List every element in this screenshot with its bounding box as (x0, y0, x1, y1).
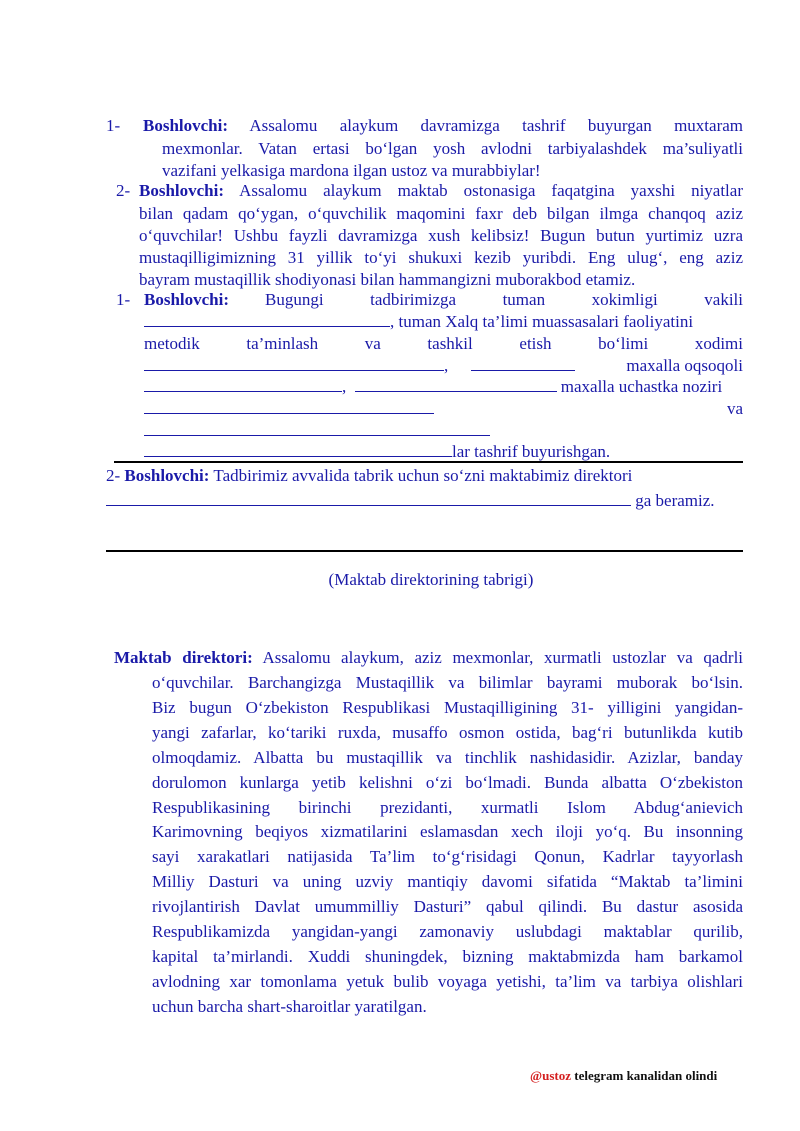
center-note: (Maktab direktorining tabrigi) (328, 570, 534, 589)
speaker-label: Boshlovchi: (144, 290, 230, 309)
comma: , (444, 356, 449, 375)
block-1-line-2: mexmonlar. Vatan ertasi bo‘lgan yosh avlodni tarbiyalashdek ma’suliyatli (162, 139, 743, 158)
block-1-line-1 (143, 116, 743, 136)
footer-text: telegram kanalidan olindi (570, 1068, 718, 1083)
block-2-line-4: mustaqilligimizning 31 yillik to‘yi shukuxi kezib yuribdi. Eng ulug‘, eng aziz (139, 248, 743, 267)
item-number: 2- (106, 466, 121, 485)
block-2-line-3: o‘quvchilar! Ushbu fayzli davramizga xush kelibsiz! Bugun butun yurtimiz uzra (139, 226, 743, 245)
director-line: Biz bugun O‘zbekiston Respublikasi Mustaqilligining 31- yilligini yangidan- (152, 698, 743, 717)
paragraph-text: Assalomu alaykum, aziz mexmonlar, xurmatli ustozlar va qadrli (262, 648, 744, 667)
director-first-line (114, 648, 743, 668)
fill-blank (144, 442, 452, 457)
director-line: olmoqdamiz. Albatta bu mustaqillik va tinchlik nashidasidir. Azizlar, banday (152, 748, 743, 767)
item-number: 2- (116, 181, 131, 200)
block-3-line-2 (144, 312, 693, 332)
block-3-line-4 (144, 356, 743, 376)
item-number: 1- (116, 290, 131, 309)
fill-blank (144, 312, 390, 327)
block-1-line-3: vazifani yelkasiga mardona ilgan ustoz va murabbiylar! (162, 161, 541, 180)
divider-line (106, 550, 743, 552)
paragraph-text: lar tashrif buyurishgan. (452, 442, 611, 461)
director-line: avlodning xar tomonlama yetuk bulib voyaga yetishi, ta’lim va tarbiya olishlari (152, 972, 743, 991)
fill-blank (106, 491, 631, 506)
block-2-line-5: bayram mustaqillik shodiyonasi bilan hammangizni muborakbod etamiz. (139, 270, 636, 289)
paragraph-text: Assalomu alaykum maktab ostonasiga faqatgina yaxshi niyatlar (239, 181, 743, 200)
speaker-label: Boshlovchi: (124, 466, 210, 485)
fill-blank (144, 421, 490, 436)
paragraph-text: , tuman Xalq ta’limi muassasalari faoliyatini (390, 312, 694, 331)
fill-blank (355, 377, 557, 392)
divider-line (114, 461, 743, 463)
director-line: Respublikasining birinchi prezidanti, xurmatli Islom Abdug‘anievich (152, 798, 743, 817)
block-2-line-1 (139, 181, 743, 201)
block-3-line-1 (144, 290, 743, 310)
director-line: Milliy Dasturi va uning uzviy mantiqiy davomi sifatida “Maktab ta’limini (152, 872, 743, 891)
block-4-line-2 (106, 491, 715, 511)
block-2-line-2: bilan qadam qo‘ygan, o‘quvchilik maqomini faxr deb bilgan ilmga chanqoq aziz (139, 204, 743, 223)
block-3-line-1-text: Bugungi tadbirimizga tuman xokimligi vakili (265, 290, 743, 309)
block-3-line-8 (144, 442, 610, 462)
paragraph-text: va (726, 399, 743, 418)
fill-blank (144, 377, 342, 392)
director-line: sayi xarakatlari natijasida Ta’lim to‘g‘risidagi Qonun, Kadrlar tayyorlash (152, 847, 743, 866)
telegram-handle[interactable]: @ustoz (530, 1068, 571, 1083)
director-line: dorulomon kunlarga yetib kelishni o‘zi bo‘lmadi. Bunda albatta O‘zbekiston (152, 773, 743, 792)
fill-blank (144, 399, 434, 414)
paragraph-text: ga beramiz. (635, 491, 715, 510)
speaker-label: Boshlovchi: (143, 116, 229, 135)
block-3-line-6 (144, 399, 743, 419)
director-line: kapital ta’mirlandi. Xuddi shuningdek, bizning maktabmizda ham barkamol (152, 947, 743, 966)
paragraph-text: maxalla uchastka noziri (560, 377, 723, 396)
footer-credit (530, 1068, 717, 1084)
director-last-line: uchun barcha shart-sharoitlar yaratilgan. (152, 997, 427, 1016)
block-4-line-1 (106, 466, 632, 486)
speaker-label: Boshlovchi: (139, 181, 225, 200)
paragraph-text: Assalomu alaykum davramizga tashrif buyurgan muxtaram (249, 116, 744, 135)
director-line: rivojlantirish Davlat umummilliy Dasturi” qabul qilindi. Bu dastur asosida (152, 897, 743, 916)
director-line: o‘quvchilar. Barchangizga Mustaqillik va bilimlar bayrami muborak bo‘lsin. (152, 673, 743, 692)
director-line: Respublikamizda yangidan-yangi zamonaviy uslubdagi maktablar qurilib, (152, 922, 743, 941)
fill-blank (144, 356, 444, 371)
paragraph-text: Tadbirimiz avvalida tabrik uchun so‘zni maktabimiz direktori (213, 466, 633, 485)
director-line: Karimovning beqiyos xizmatilarini eslamasdan xech iloji yo‘q. Bu insonning (152, 822, 743, 841)
director-label: Maktab direktori: (114, 648, 253, 667)
director-line: yangi zafarlar, ko‘tariki ruxda, musaffo osmon ostida, bag‘ri butunlikda kutib (152, 723, 743, 742)
block-3-line-5 (144, 377, 722, 397)
item-number: 1- (106, 116, 121, 135)
block-3-line-3: metodik ta’minlash va tashkil etish bo‘limi xodimi (144, 334, 743, 353)
block-3-line-7 (144, 421, 490, 441)
fill-blank (471, 356, 575, 371)
comma: , (342, 377, 347, 396)
paragraph-text: maxalla oqsoqoli (626, 356, 743, 375)
